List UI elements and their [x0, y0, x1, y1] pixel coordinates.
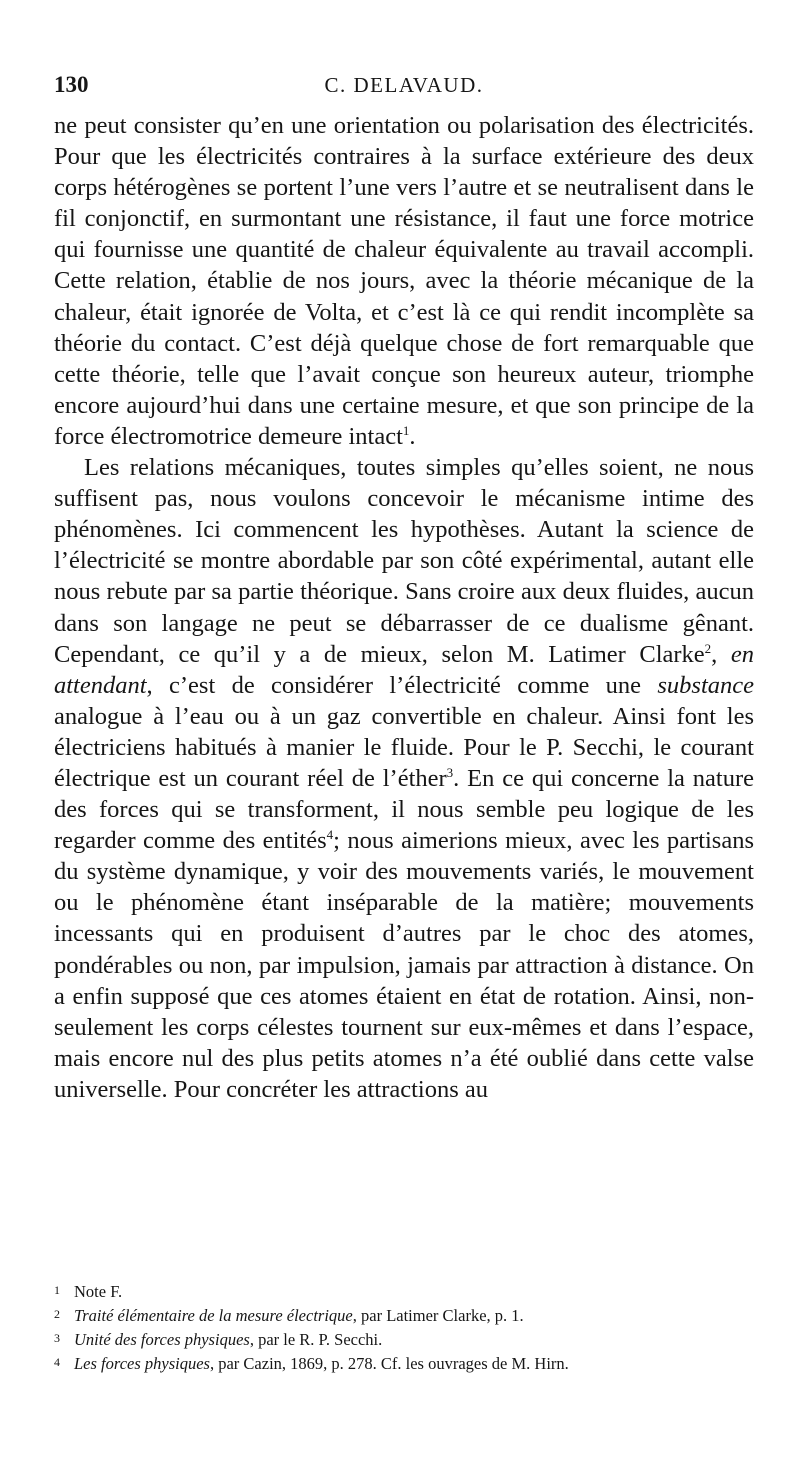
- text-run: .: [409, 422, 416, 450]
- text-run: ne peut consister qu’en une orientation ou polarisation des électricités. Pour que les électricités contraires à la surface extérieure des deux corps hétérogènes se portent l’une vers l’autre et se neutralisent dans le fil conjonctif, en surmontant une résistance, il faut une force motrice qui fournisse une quantité de chaleur équivalente au travail accompli. Cette relation, établie de nos jours, avec la théorie mécanique de la chaleur, était ignorée de Volta, et c’est là ce qui rendit incomplète sa théorie du contact. C’est déjà quelque chose de fort remarquable que cette théorie, telle que l’avait conçue son heureux auteur, triomphe encore aujourd’hui dans une certaine mesure, et que son principe de la force électromotrice demeure intact: [54, 112, 754, 450]
- italic-text: en attendant: [54, 640, 754, 699]
- italic-text: substance: [657, 671, 754, 699]
- running-title: C. DELAVAUD.: [324, 73, 484, 97]
- paragraph-2: [54, 452, 754, 1105]
- paragraph-1: [54, 110, 754, 452]
- page-header: [54, 72, 754, 102]
- footnote-mark: 1: [54, 1283, 60, 1297]
- text-run: . En ce qui concerne la nature des forces qui se transforment, il nous semble peu logique de les regarder comme des entités: [54, 764, 755, 855]
- footnote-ref: 2: [704, 640, 712, 656]
- footnote-mark: 4: [54, 1355, 60, 1369]
- footnote-4: [54, 1351, 764, 1375]
- text-run: , par Latimer Clarke, p. 1.: [352, 1306, 524, 1325]
- text-run: analogue à l’eau ou à un gaz convertible en chaleur. Ainsi font les électriciens habitués à manier le fluide. Pour le P. Secchi, le courant électrique est un courant réel de l’éther: [54, 702, 754, 792]
- italic-text: Unité des forces physiques: [74, 1330, 250, 1349]
- italic-text: Les forces physiques: [74, 1354, 210, 1373]
- text-run: ,: [711, 640, 731, 668]
- text-run: , par Cazin, 1869, p. 278. Cf. les ouvrages de M. Hirn.: [209, 1354, 569, 1373]
- footnote-3: [54, 1327, 764, 1351]
- footnotes: [54, 1279, 764, 1375]
- footnote-ref: 1: [402, 422, 410, 438]
- text-run: , par le R. P. Secchi.: [249, 1330, 383, 1349]
- footnote-2: [54, 1303, 764, 1327]
- footnote-ref: 4: [326, 827, 334, 842]
- italic-text: Traité élémentaire de la mesure électrique: [74, 1306, 353, 1325]
- body-text: [54, 110, 754, 1105]
- text-run: Les relations mécaniques, toutes simples qu’elles soient, ne nous suffisent pas, nous voulons concevoir le mécanisme intime des phénomènes. Ici commencent les hypothèses. Autant la science de l’électricité se montre abordable par son côté expérimental, autant elle nous rebute par sa partie théorique. Sans croire aux deux fluides, aucun dans son langage ne peut se débarrasser de ce dualisme gênant. Cependant, ce qu’il y a de mieux, selon M. Latimer Clarke: [54, 454, 754, 668]
- text-run: Note F.: [74, 1282, 123, 1301]
- footnote-1: [54, 1279, 764, 1303]
- footnote-ref: 3: [446, 764, 454, 780]
- page-number: 130: [54, 72, 89, 97]
- footnote-mark: 2: [54, 1307, 60, 1321]
- footnote-mark: 3: [54, 1331, 60, 1345]
- text-run: ; nous aimerions mieux, avec les partisans du système dynamique, y voir des mouvements variés, le mouvement ou le phénomène étant inséparable de la matière; mouvements incessants qui en produisent d’autres par le choc des atomes, pondérables ou non, par impulsion, jamais par attraction à distance. On a enfin supposé que ces atomes étaient en état de rotation. Ainsi, non-seulement les corps célestes tournent sur eux-mêmes et dans l’espace, mais encore nul des plus petits atomes n’a été oublié dans cette valse universelle. Pour concréter les attractions au: [54, 827, 755, 1103]
- text-run: , c’est de considérer l’électricité comme une: [146, 671, 658, 699]
